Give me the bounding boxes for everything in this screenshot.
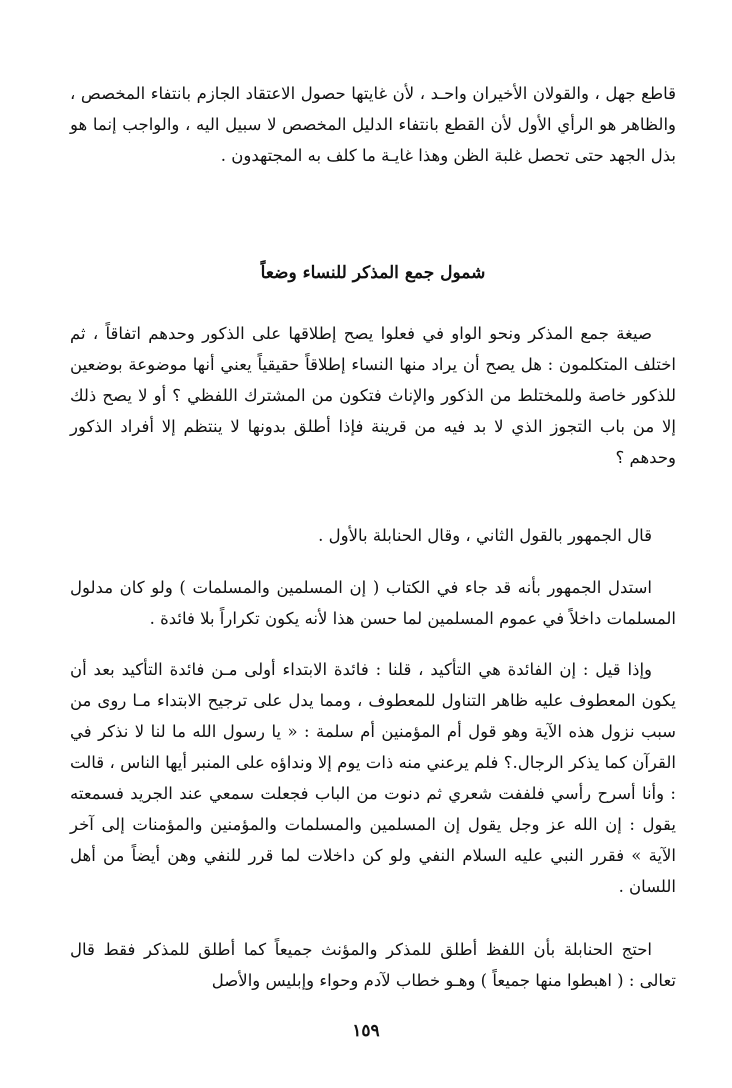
paragraph-1: قاطع جهل ، والقولان الأخيران واحـد ، لأن غايتها حصول الاعتقاد الجازم بانتفاء المخصص ، والظاهر هو الرأي الأول لأن القطع بانتفاء الدليل المخصص لا سبيل اليه ، والواجب إنما هو بذل الجهد حتى تحصل غلبة الظن وهذا غايـة ما كلف به المجتهدون . [70, 84, 676, 165]
paragraph-3: قال الجمهور بالقول الثاني ، وقال الحنابلة بالأول . [318, 526, 652, 545]
paragraph-1-block [70, 78, 676, 171]
paragraph-4: استدل الجمهور بأنه قد جاء في الكتاب ( إن المسلمين والمسلمات ) ولو كان مدلول المسلمات داخلاً في عموم المسلمين لما حسن هذا لأنه يكون تكراراً بلا فائدة . [70, 578, 676, 628]
paragraph-2: صيغة جمع المذكر ونحو الواو في فعلوا يصح إطلاقها على الذكور وحدهم اتفاقاً ، ثم اختلف المتكلمون : هل يصح أن يراد منها النساء إطلاقاً حقيقياً يعني أنها موضوعة بوضعين للذكور خاصة وللمختلط من الذكور والإناث فتكون من المشترك اللفظي ؟ أو لا يصح ذلك إلا من باب التجوز الذي لا بد فيه من قرينة فإذا أطلق بدونها لا ينتظم إلا أفراد الذكور وحدهم ؟ [70, 324, 676, 467]
paragraph-2-block [70, 318, 676, 473]
paragraph-5-block [70, 654, 676, 902]
section-heading: شمول جمع المذكر للنساء وضعاً [260, 263, 486, 283]
paragraph-4-block [70, 572, 676, 634]
paragraph-5: وإذا قيل : إن الفائدة هي التأكيد ، قلنا : فائدة الابتداء أولى مـن فائدة التأكيد بعد أن يكون المعطوف عليه ظاهر التناول للمعطوف ، ومما يدل على ترجيح الابتداء مـا روى من سبب نزول هذه الآية وهو قول أم المؤمنين أم سلمة : « يا رسول الله ما لنا لا نذكر في القرآن كما يذكر الرجال.؟ فلم يرعني منه ذات يوم إلا ونداؤه على المنبر أيها الناس ، قالت : وأنا أسرح رأسي فلففت شعري ثم دنوت من الباب فجعلت سمعي عند الجريد فسمعته يقول : إن الله عز وجل يقول إن المسلمين والمسلمات والمؤمنين والمؤمنات إلى آخر الآية » فقرر النبي عليه السلام النفي ولو كن داخلات لما قرر للنفي وهن أيضاً من أهل اللسان . [70, 660, 676, 896]
paragraph-3-block [70, 520, 676, 551]
paragraph-6: احتج الحنابلة بأن اللفظ أطلق للمذكر والمؤنث جميعاً كما أطلق للمذكر فقط قال تعالى : ( اهبطوا منها جميعاً ) وهـو خطاب لآدم وحواء وإبليس والأصل [70, 940, 676, 990]
paragraph-6-block [70, 934, 676, 996]
page-number: ١٥٩ [352, 1021, 380, 1041]
